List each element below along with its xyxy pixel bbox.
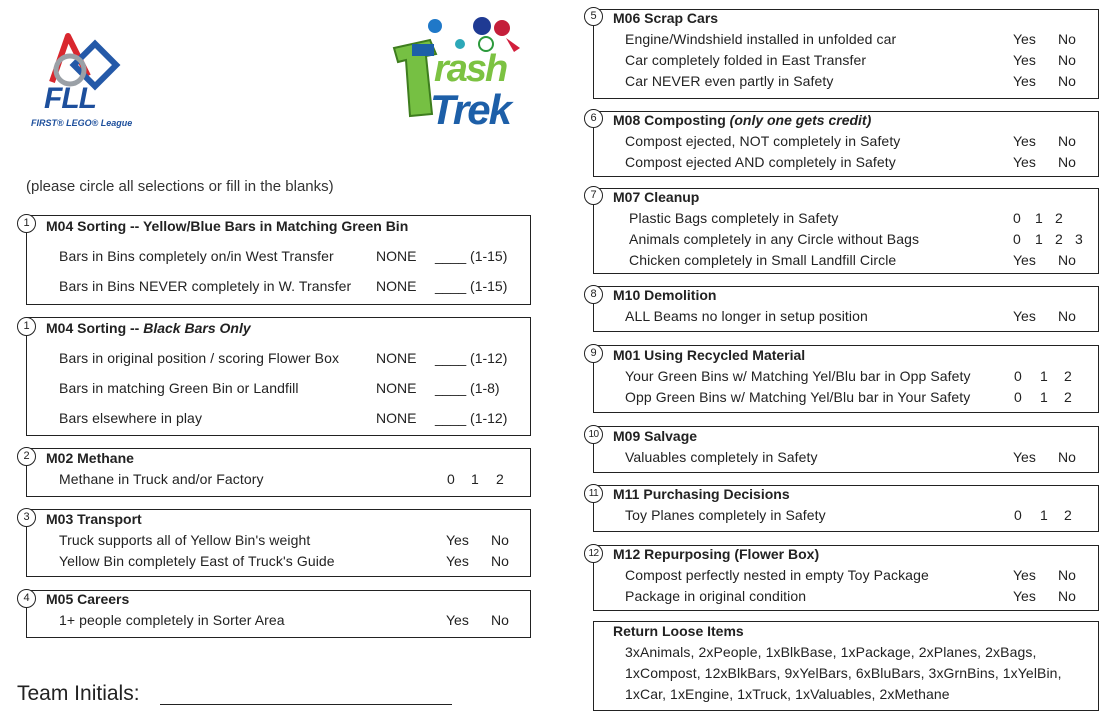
mission-number-badge: 5 [584,7,603,26]
yes-option[interactable]: Yes [1013,252,1036,268]
option-1[interactable]: 1 [1035,231,1043,247]
yes-option[interactable]: Yes [446,612,469,628]
option-1[interactable]: 1 [471,471,479,487]
mission-number-badge: 1 [17,317,36,336]
count-blank[interactable]: ____ (1-15) [435,248,508,264]
row-label: Bars in Bins NEVER completely in W. Transfer [59,278,352,294]
no-option[interactable]: No [491,553,509,569]
mission-title-italic: (only one gets credit) [729,112,872,128]
option-0[interactable]: 0 [1014,507,1022,523]
instructions-text: (please circle all selections or fill in the blanks) [26,178,334,195]
team-initials-field[interactable] [160,704,452,705]
no-option[interactable]: No [1058,31,1076,47]
loose-items-title: Return Loose Items [613,623,744,639]
mission-number-badge: 8 [584,285,603,304]
row-label: Yellow Bin completely East of Truck's Guide [59,553,335,569]
loose-items-line: 3xAnimals, 2xPeople, 1xBlkBase, 1xPackage, 2xPlanes, 2xBags, [625,644,1037,660]
row-label: Toy Planes completely in Safety [625,507,826,523]
count-blank[interactable]: ____ (1-12) [435,350,508,366]
fll-logo [30,30,133,132]
row-label: Car completely folded in East Transfer [625,52,867,68]
fll-full-name: FIRST® LEGO® League [31,118,133,128]
mission-title: M09 Salvage [613,428,698,444]
fll-abbrev: FLL [44,82,96,115]
trash-word: rash [434,48,507,90]
yes-option[interactable]: Yes [1013,449,1036,465]
count-blank[interactable]: ____ (1-12) [435,410,508,426]
option-2[interactable]: 2 [496,471,504,487]
no-option[interactable]: No [1058,154,1076,170]
team-initials-label: Team Initials: [17,682,140,705]
row-label: Truck supports all of Yellow Bin's weight [59,532,311,548]
mission-title: M03 Transport [46,511,142,527]
mission-number-badge: 2 [17,447,36,466]
option-1[interactable]: 1 [1040,507,1048,523]
no-option[interactable]: No [1058,252,1076,268]
no-option[interactable]: No [491,532,509,548]
option-2[interactable]: 2 [1064,368,1072,384]
mission-number-badge: 6 [584,109,603,128]
mission-title: M05 Careers [46,591,130,607]
count-blank[interactable]: ____ (1-8) [435,380,500,396]
option-0[interactable]: 0 [1013,210,1021,226]
no-option[interactable]: No [1058,588,1076,604]
none-option[interactable]: NONE [376,380,417,396]
row-label: Methane in Truck and/or Factory [59,471,264,487]
option-2[interactable]: 2 [1064,507,1072,523]
row-label: ALL Beams no longer in setup position [625,308,868,324]
mission-number-badge: 7 [584,186,603,205]
mission-title [46,320,251,336]
row-label: Engine/Windshield installed in unfolded car [625,31,897,47]
mission-title: M10 Demolition [613,287,717,303]
loose-items-line: 1xCar, 1xEngine, 1xTruck, 1xValuables, 2xMethane [625,686,950,702]
mission-title: M07 Cleanup [613,189,700,205]
mission-number-badge: 12 [584,544,603,563]
row-label: Package in original condition [625,588,807,604]
mission-title [613,112,871,128]
mission-number-badge: 3 [17,508,36,527]
option-1[interactable]: 1 [1040,389,1048,405]
none-option[interactable]: NONE [376,350,417,366]
row-label: Compost ejected AND completely in Safety [625,154,896,170]
mission-number-badge: 9 [584,344,603,363]
row-label: Chicken completely in Small Landfill Circle [629,252,897,268]
row-label: Car NEVER even partly in Safety [625,73,834,89]
row-label: Compost perfectly nested in empty Toy Package [625,567,929,583]
mission-title: M12 Repurposing (Flower Box) [613,546,820,562]
mission-title-main: M08 Composting [613,112,730,128]
mission-number-badge: 4 [17,589,36,608]
option-2[interactable]: 2 [1055,231,1063,247]
mission-title: M11 Purchasing Decisions [613,486,790,502]
yes-option[interactable]: Yes [1013,308,1036,324]
none-option[interactable]: NONE [376,248,417,264]
row-label: Valuables completely in Safety [625,449,818,465]
mission-number-badge: 11 [584,484,603,503]
none-option[interactable]: NONE [376,410,417,426]
option-1[interactable]: 1 [1035,210,1043,226]
row-label: Compost ejected, NOT completely in Safety [625,133,901,149]
yes-option[interactable]: Yes [1013,588,1036,604]
mission-title: M01 Using Recycled Material [613,347,806,363]
no-option[interactable]: No [491,612,509,628]
option-0[interactable]: 0 [1014,389,1022,405]
fll-logo-icon [30,30,133,132]
mission-title: M02 Methane [46,450,134,466]
yes-option[interactable]: Yes [1013,73,1036,89]
yes-option[interactable]: Yes [1013,567,1036,583]
option-0[interactable]: 0 [1014,368,1022,384]
mission-title: M06 Scrap Cars [613,10,719,26]
mission-number-badge: 1 [17,214,36,233]
no-option[interactable]: No [1058,52,1076,68]
loose-items-line: 1xCompost, 12xBlkBars, 9xYelBars, 6xBluBars, 3xGrnBins, 1xYelBin, [625,665,1062,681]
count-blank[interactable]: ____ (1-15) [435,278,508,294]
mission-title-main: M04 Sorting -- [46,320,144,336]
row-label: Bars elsewhere in play [59,410,203,426]
no-option[interactable]: No [1058,73,1076,89]
no-option[interactable]: No [1058,308,1076,324]
yes-option[interactable]: Yes [1013,52,1036,68]
row-label: Plastic Bags completely in Safety [629,210,839,226]
mission-number-badge: 10 [584,425,603,444]
yes-option[interactable]: Yes [1013,31,1036,47]
option-2[interactable]: 2 [1055,210,1063,226]
trash-trek-logo [390,14,530,132]
mission-title-italic: Black Bars Only [143,320,251,336]
option-1[interactable]: 1 [1040,368,1048,384]
option-2[interactable]: 2 [1064,389,1072,405]
mission-title: M04 Sorting -- Yellow/Blue Bars in Matching Green Bin [46,218,409,234]
option-0[interactable]: 0 [447,471,455,487]
option-3[interactable]: 3 [1075,231,1083,247]
option-0[interactable]: 0 [1013,231,1021,247]
yes-option[interactable]: Yes [446,532,469,548]
no-option[interactable]: No [1058,449,1076,465]
no-option[interactable]: No [1058,133,1076,149]
yes-option[interactable]: Yes [1013,133,1036,149]
row-label: Your Green Bins w/ Matching Yel/Blu bar in Opp Safety [625,368,971,384]
none-option[interactable]: NONE [376,278,417,294]
row-label: Bars in matching Green Bin or Landfill [59,380,299,396]
no-option[interactable]: No [1058,567,1076,583]
row-label: Opp Green Bins w/ Matching Yel/Blu bar in Your Safety [625,389,971,405]
trek-word: Trek [430,86,510,133]
row-label: Bars in original position / scoring Flower Box [59,350,340,366]
yes-option[interactable]: Yes [446,553,469,569]
yes-option[interactable]: Yes [1013,154,1036,170]
row-label: Bars in Bins completely on/in West Transfer [59,248,334,264]
row-label: Animals completely in any Circle without Bags [629,231,920,247]
row-label: 1+ people completely in Sorter Area [59,612,285,628]
